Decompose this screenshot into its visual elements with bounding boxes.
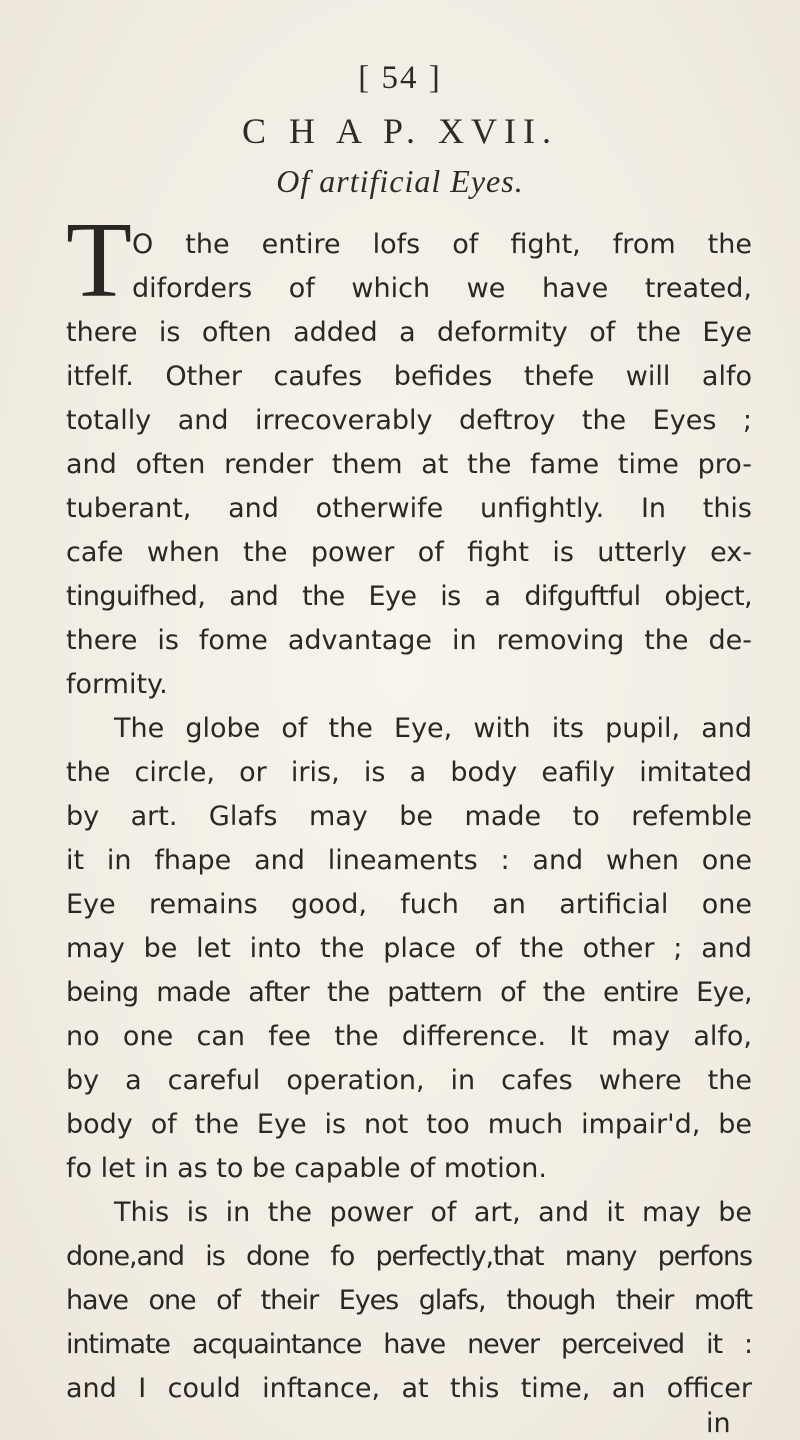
text-line: there is often added a deformity of the Eye <box>66 317 752 348</box>
catchword: in <box>706 1408 731 1439</box>
text-line: The globe of the Eye, with its pupil, and <box>114 713 752 744</box>
text-line: the circle, or iris, is a body eafily imitated <box>66 757 752 788</box>
chapter-heading: C H A P. XVII. <box>241 111 559 151</box>
text-line: tuberant, and otherwife unfightly. In this <box>66 493 752 524</box>
text-line: tinguifhed, and the Eye is a difguftful object, <box>66 581 752 612</box>
text-line: may be let into the place of the other ; and <box>66 933 752 964</box>
text-line: done,and is done fo perfectly,that many perfons <box>66 1241 752 1272</box>
text-line: by art. Glafs may be made to refemble <box>66 801 752 832</box>
text-line: there is fome advantage in removing the de- <box>66 625 752 656</box>
text-line: totally and irrecoverably deftroy the Eyes ; <box>66 405 752 436</box>
text-line: intimate acquaintance have never perceived it : <box>66 1329 752 1360</box>
chapter-title: Of artificial Eyes. <box>276 163 524 199</box>
text-line: have one of their Eyes glafs, though their moft <box>66 1285 752 1316</box>
text-line: and I could inftance, at this time, an officer <box>66 1373 752 1404</box>
text-line: diforders of which we have treated, <box>132 273 752 304</box>
text-line: Eye remains good, fuch an artificial one <box>66 889 752 920</box>
text-line: being made after the pattern of the entire Eye, <box>66 977 752 1008</box>
text-line: formity. <box>66 669 168 700</box>
text-line: body of the Eye is not too much impair'd, be <box>66 1109 752 1140</box>
text-line: and often render them at the fame time pro- <box>66 449 752 480</box>
drop-cap: T <box>66 201 132 320</box>
text-line: This is in the power of art, and it may be <box>114 1197 752 1228</box>
text-line: cafe when the power of fight is utterly ex- <box>66 537 752 568</box>
text-line: O the entire lofs of fight, from the <box>132 229 752 260</box>
text-line: fo let in as to be capable of motion. <box>66 1153 547 1184</box>
page-number: [ 54 ] <box>358 60 442 96</box>
text-line: by a careful operation, in cafes where the <box>66 1065 752 1096</box>
text-line: no one can fee the difference. It may alfo, <box>66 1021 752 1052</box>
text-line: it in fhape and lineaments : and when one <box>66 845 752 876</box>
text-line: itfelf. Other caufes befides thefe will alfo <box>66 361 752 392</box>
